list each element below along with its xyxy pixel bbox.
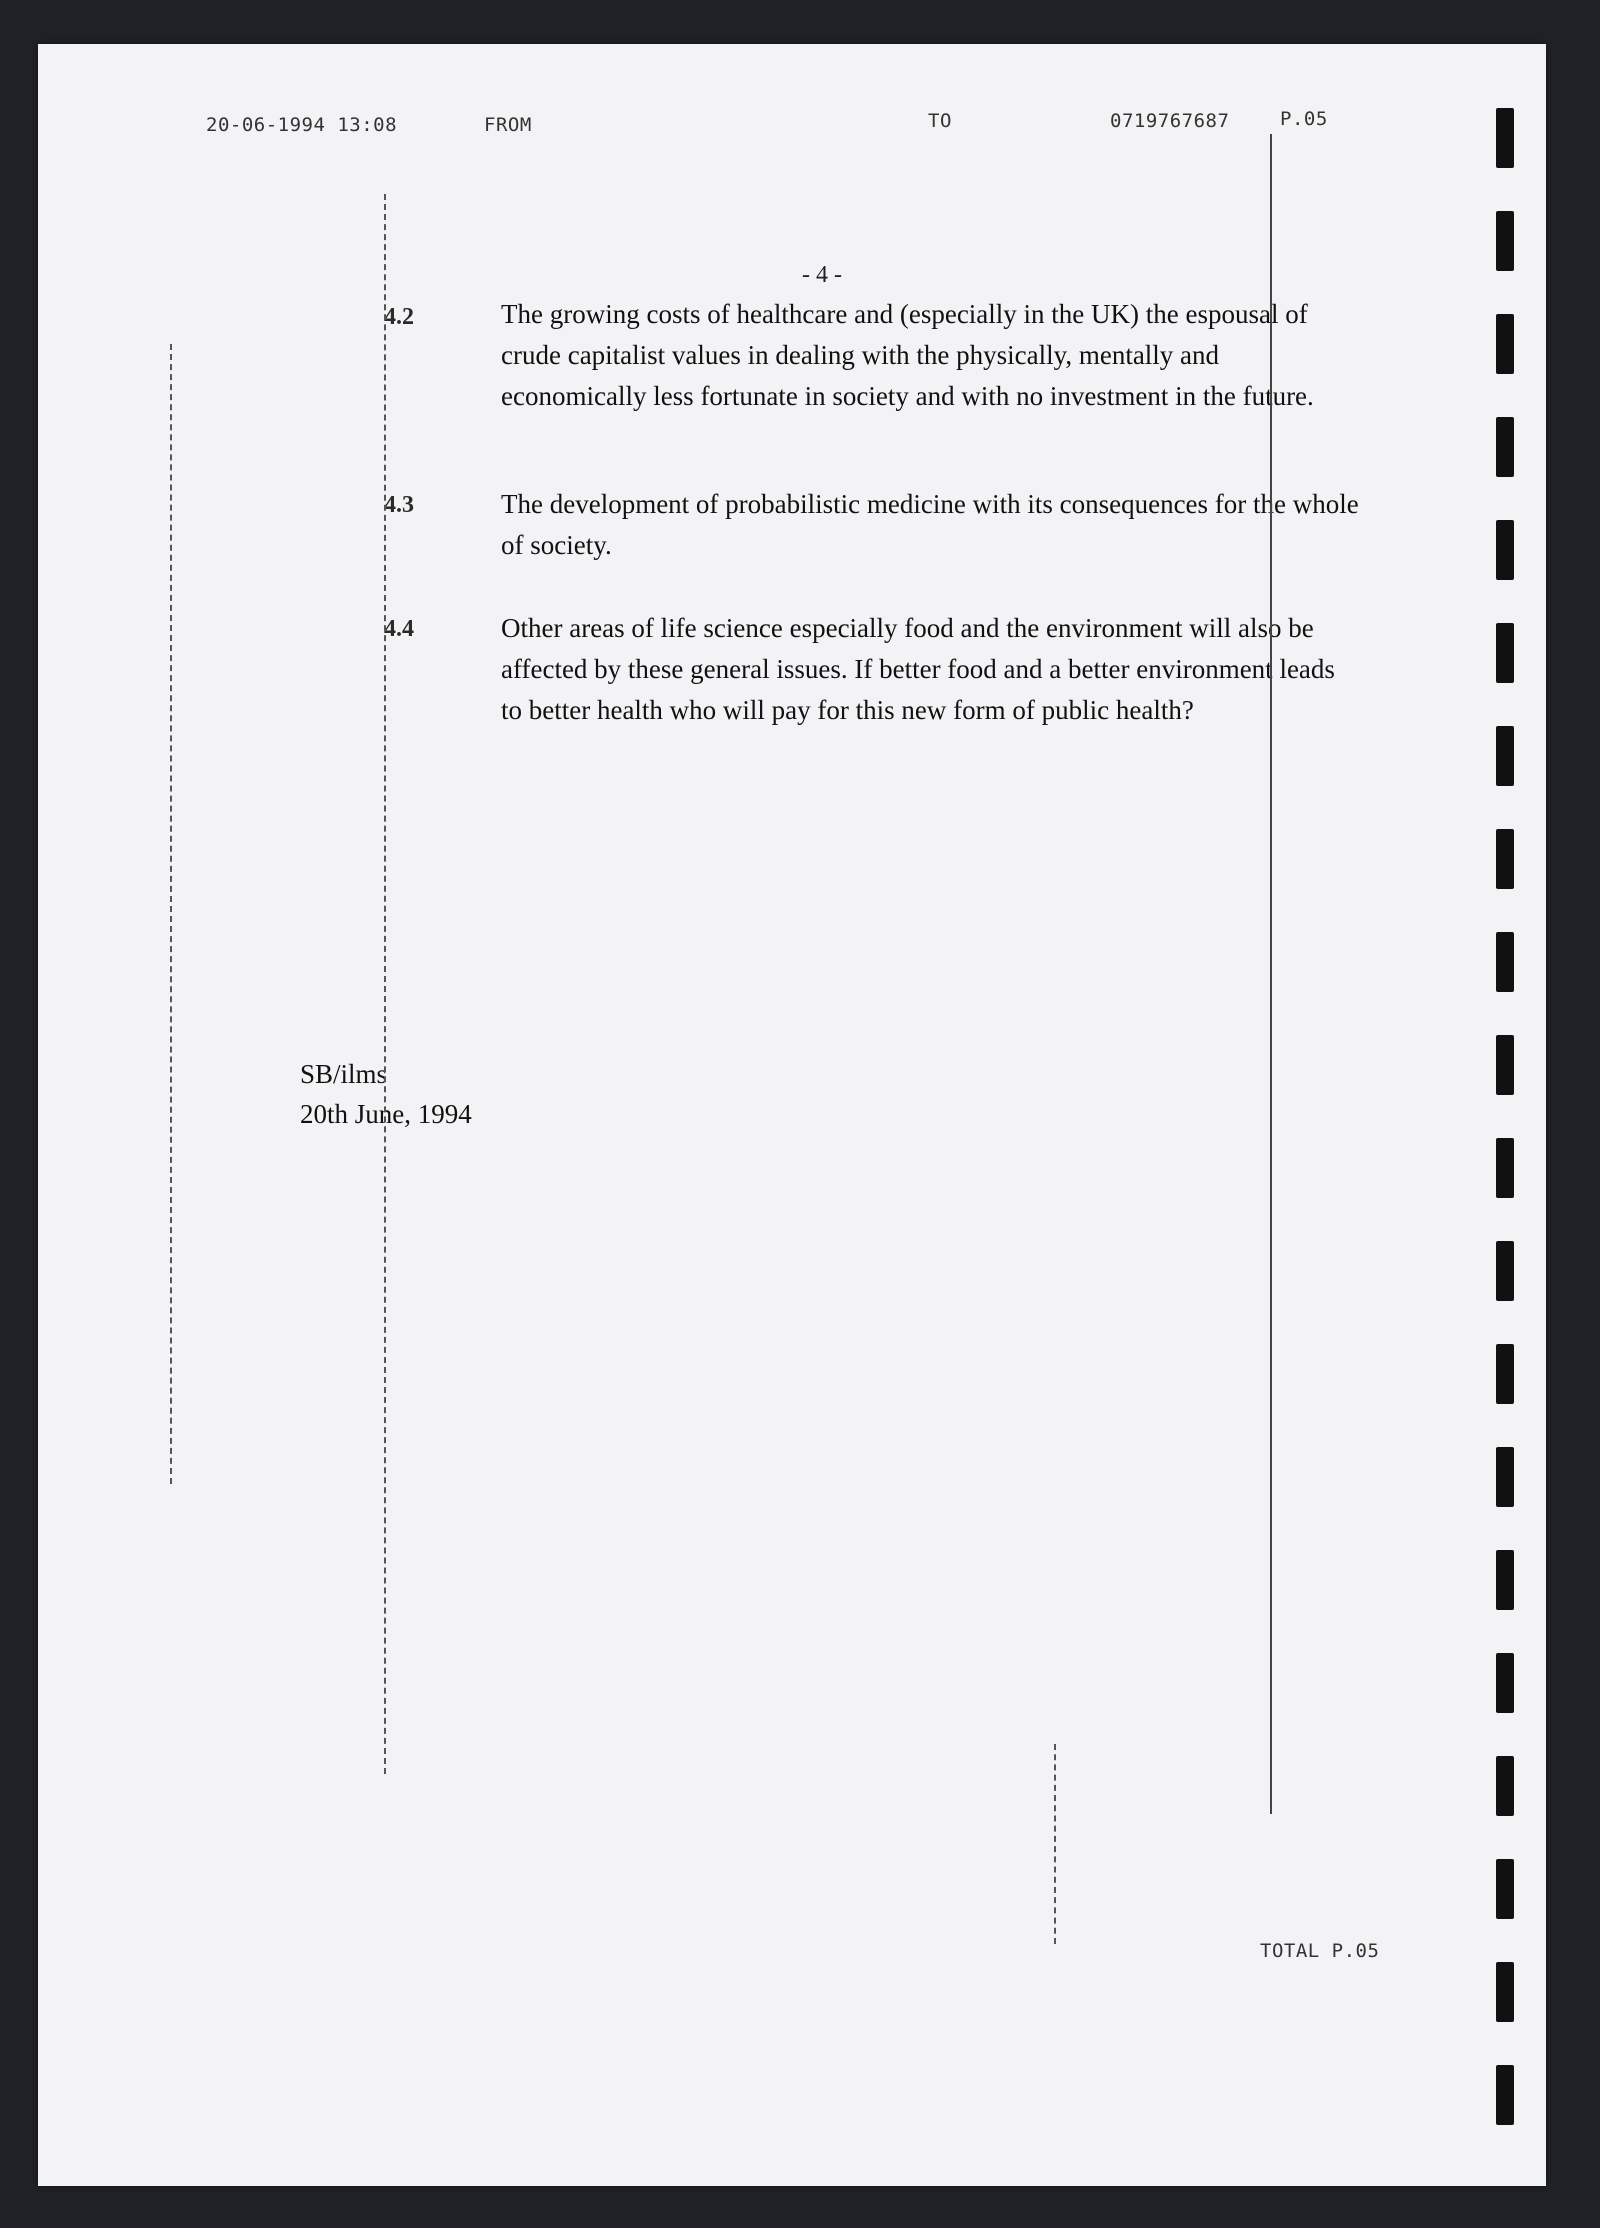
binder-hole	[1496, 2065, 1514, 2125]
binder-hole	[1496, 829, 1514, 889]
binder-hole	[1496, 520, 1514, 580]
binder-hole	[1496, 1550, 1514, 1610]
item-text: The growing costs of healthcare and (especially in the UK) the espousal of crude capitalist values in dealing with the physically, mentally and economically less fortunate in society and with no investment in the future.	[501, 299, 1314, 411]
binder-hole	[1496, 1756, 1514, 1816]
binder-hole	[1496, 1241, 1514, 1301]
document-date: 20th June, 1994	[300, 1099, 472, 1129]
fax-datetime: 20-06-1994 13:08	[206, 114, 398, 136]
document-page	[38, 44, 1546, 2186]
binder-hole	[1496, 1447, 1514, 1507]
binder-hole	[1496, 1859, 1514, 1919]
item-text: The development of probabilistic medicine with its consequences for the whole of society.	[501, 489, 1359, 560]
scan-artifact-line	[384, 194, 386, 1774]
binder-hole	[1496, 623, 1514, 683]
total-pages: TOTAL P.05	[1260, 1940, 1380, 1962]
binder-hole	[1496, 1138, 1514, 1198]
item-number: 4.2	[384, 304, 414, 330]
binder-hole	[1496, 932, 1514, 992]
binder-holes	[1496, 108, 1520, 2168]
binder-hole	[1496, 417, 1514, 477]
binder-hole	[1496, 211, 1514, 271]
scan-artifact-line	[170, 344, 172, 1484]
scan-artifact-line	[1054, 1744, 1056, 1944]
fax-from-label: FROM	[484, 114, 532, 136]
binder-hole	[1496, 108, 1514, 168]
fax-to-label: TO	[928, 110, 952, 132]
binder-hole	[1496, 1962, 1514, 2022]
fax-number: 0719767687	[1110, 110, 1230, 132]
binder-hole	[1496, 314, 1514, 374]
item-number: 4.4	[384, 616, 414, 642]
author-reference: SB/ilms	[300, 1059, 388, 1089]
binder-hole	[1496, 1035, 1514, 1095]
fax-page: P.05	[1280, 108, 1328, 130]
item-number: 4.3	[384, 492, 414, 518]
binder-hole	[1496, 726, 1514, 786]
item-text: Other areas of life science especially food and the environment will also be affected by these general issues. If better food and a better environment leads to better health who will pay for this new form of public health?	[501, 613, 1335, 725]
binder-hole	[1496, 1653, 1514, 1713]
scan-artifact-line	[1270, 134, 1272, 1814]
page-number: - 4 -	[802, 262, 842, 288]
binder-hole	[1496, 1344, 1514, 1404]
